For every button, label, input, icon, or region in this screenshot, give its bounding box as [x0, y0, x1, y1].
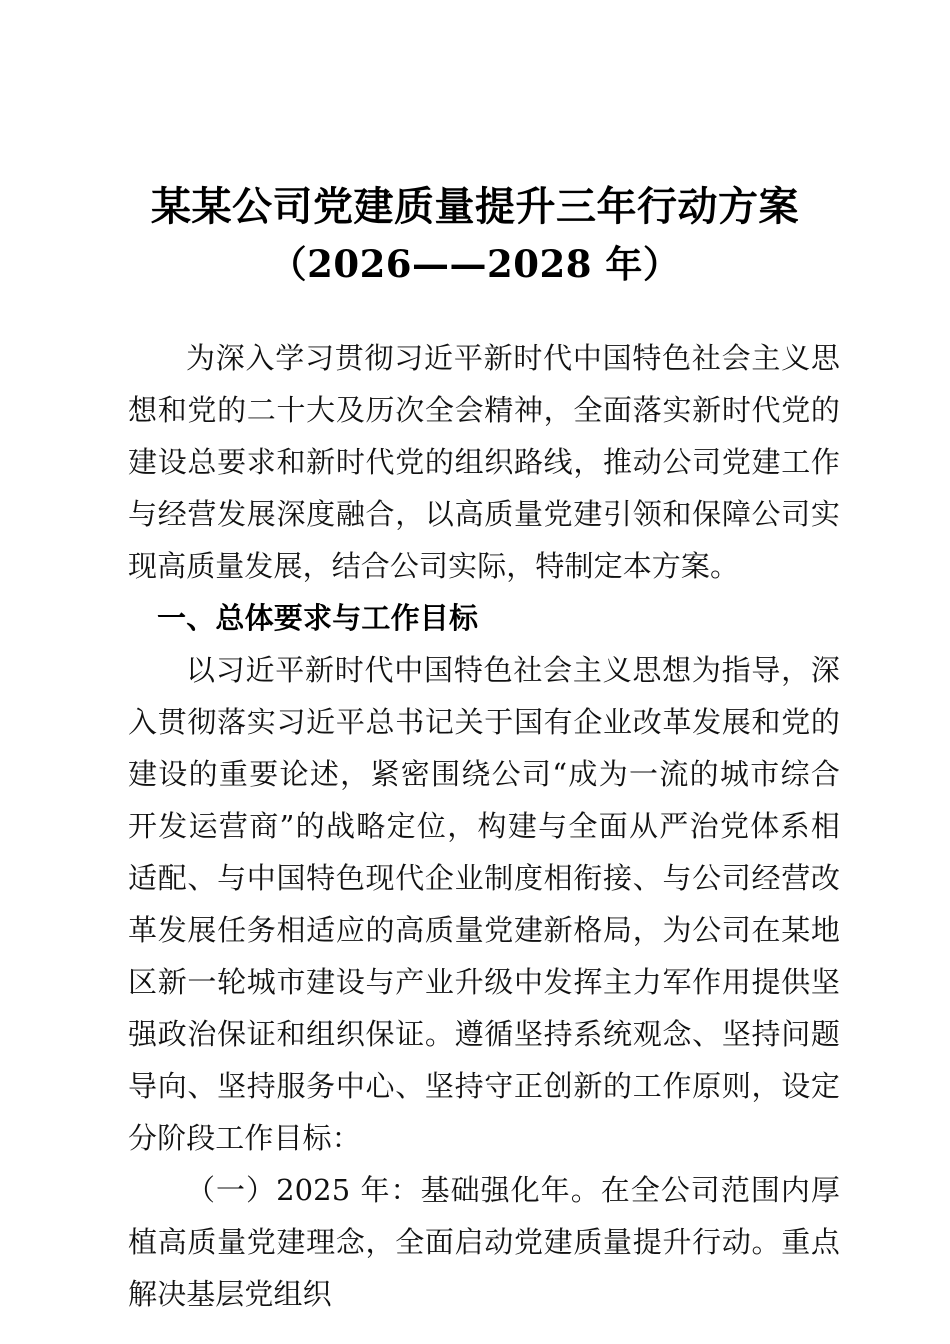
section-heading-1: 一、总体要求与工作目标 — [157, 601, 479, 635]
phase-one-paragraph: （一）2025 年：基础强化年。在全公司范围内厚植高质量党建理念，全面启动党建质量提升行动。重点解决基层党组织 — [128, 1173, 840, 1311]
document-body — [128, 332, 840, 1320]
document-title: 某某公司党建质量提升三年行动方案 — [151, 184, 799, 230]
document-title-block — [0, 178, 950, 292]
document-subtitle-years: （2026——2028 年） — [269, 242, 681, 286]
intro-paragraph: 为深入学习贯彻习近平新时代中国特色社会主义思想和党的二十大及历次全会精神，全面落实新时代党的建设总要求和新时代党的组织路线，推动公司党建工作与经营发展深度融合，以高质量党建引领和保障公司实现高质量发展，结合公司实际，特制定本方案。 — [128, 341, 840, 583]
overall-requirements-paragraph: 以习近平新时代中国特色社会主义思想为指导，深入贯彻落实习近平总书记关于国有企业改革发展和党的建设的重要论述，紧密围绕公司“成为一流的城市综合开发运营商”的战略定位，构建与全面从严治党体系相适配、与中国特色现代企业制度相衔接、与公司经营改革发展任务相适应的高质量党建新格局，为公司在某地区新一轮城市建设与产业升级中发挥主力军作用提供坚强政治保证和组织保证。遵循坚持系统观念、坚持问题导向、坚持服务中心、坚持守正创新的工作原则，设定分阶段工作目标： — [128, 653, 840, 1155]
